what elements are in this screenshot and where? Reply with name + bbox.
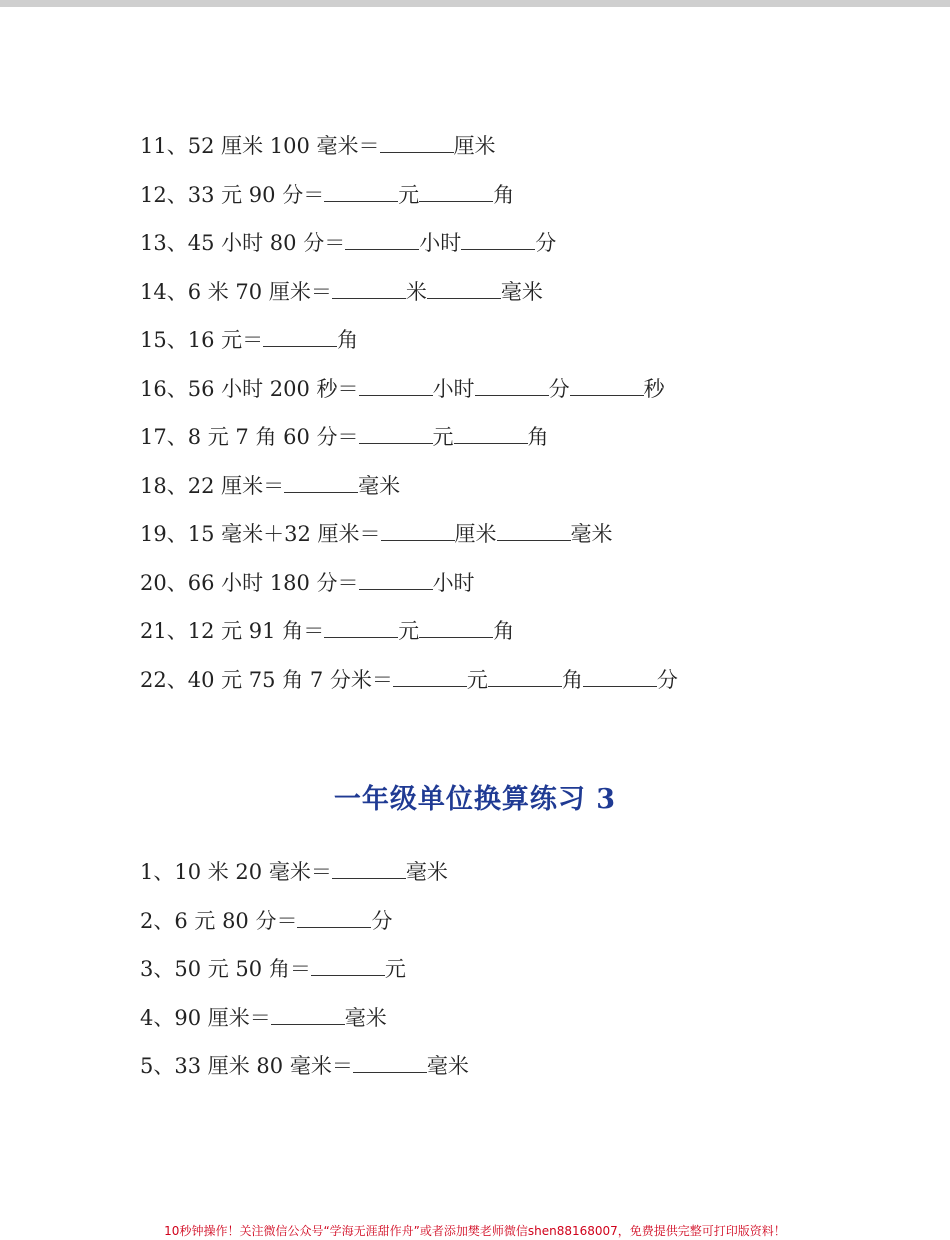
answer-blank xyxy=(381,522,455,541)
problem-item xyxy=(140,419,678,468)
problem-expression: 2、6 元 80 分＝ xyxy=(140,908,298,933)
answer-blank xyxy=(332,860,406,879)
unit-label: 小时 xyxy=(432,570,475,595)
answer-blank xyxy=(271,1006,345,1025)
unit-label: 分 xyxy=(656,667,678,692)
unit-label: 角 xyxy=(337,328,359,352)
answer-blank xyxy=(324,619,398,638)
unit-label: 分 xyxy=(548,376,570,401)
problem-expression: 15、16 元＝ xyxy=(140,328,264,352)
unit-label: 分 xyxy=(535,231,557,255)
footer-promo-note: 10秒钟操作！关注微信公众号“学海无涯甜作舟”或者添加樊老师微信shen88168007，免费提供完整可打印版资料！ xyxy=(164,1224,786,1238)
problem-list-practice-3 xyxy=(140,854,469,1097)
unit-label: 元 xyxy=(466,667,488,692)
answer-blank xyxy=(345,231,419,250)
unit-label: 毫米 xyxy=(570,522,613,546)
answer-blank xyxy=(393,668,467,687)
problem-item xyxy=(140,468,678,517)
unit-label: 小时 xyxy=(432,376,475,401)
unit-label: 小时 xyxy=(419,231,462,255)
answer-blank xyxy=(332,280,406,299)
problem-item xyxy=(140,322,678,371)
answer-blank xyxy=(419,619,493,638)
answer-blank xyxy=(284,474,358,493)
answer-blank xyxy=(454,425,528,444)
unit-label: 毫米 xyxy=(344,1005,387,1030)
unit-label: 毫米 xyxy=(500,279,543,304)
answer-blank xyxy=(380,134,454,153)
unit-label: 角 xyxy=(527,425,549,449)
problem-item xyxy=(140,1000,469,1049)
answer-blank xyxy=(311,957,385,976)
problem-item xyxy=(140,128,678,177)
problem-item xyxy=(140,951,469,1000)
unit-label: 厘米 xyxy=(453,134,496,158)
answer-blank xyxy=(263,328,337,347)
unit-label: 秒 xyxy=(643,376,665,401)
unit-label: 毫米 xyxy=(426,1054,469,1078)
problem-expression: 1、10 米 20 毫米＝ xyxy=(140,860,332,884)
answer-blank xyxy=(419,183,493,202)
problem-expression: 18、22 厘米＝ xyxy=(140,473,285,498)
answer-blank xyxy=(427,280,501,299)
problem-expression: 14、6 米 70 厘米＝ xyxy=(140,279,332,304)
answer-blank xyxy=(497,522,571,541)
answer-blank xyxy=(353,1054,427,1073)
unit-label: 分 xyxy=(371,908,393,933)
answer-blank xyxy=(461,231,535,250)
problem-item xyxy=(140,1048,469,1097)
unit-label: 角 xyxy=(493,619,515,643)
top-border-rule xyxy=(0,0,950,7)
answer-blank xyxy=(583,668,657,687)
problem-expression: 13、45 小时 80 分＝ xyxy=(140,231,346,255)
unit-label: 元 xyxy=(384,957,406,981)
problem-expression: 21、12 元 91 角＝ xyxy=(140,619,325,643)
problem-item xyxy=(140,225,678,274)
problem-list-continued xyxy=(140,128,678,710)
problem-expression: 5、33 厘米 80 毫米＝ xyxy=(140,1054,353,1078)
problem-expression: 22、40 元 75 角 7 分米＝ xyxy=(140,667,393,692)
answer-blank xyxy=(359,425,433,444)
problem-expression: 16、56 小时 200 秒＝ xyxy=(140,376,359,401)
unit-label: 角 xyxy=(561,667,583,692)
problem-item xyxy=(140,274,678,323)
unit-label: 元 xyxy=(398,619,420,643)
problem-item xyxy=(140,662,678,711)
problem-item xyxy=(140,516,678,565)
problem-expression: 12、33 元 90 分＝ xyxy=(140,182,325,207)
problem-item xyxy=(140,565,678,614)
unit-label: 毫米 xyxy=(358,473,401,498)
unit-label: 厘米 xyxy=(454,522,497,546)
unit-label: 元 xyxy=(432,425,454,449)
answer-blank xyxy=(488,668,562,687)
answer-blank xyxy=(570,377,644,396)
unit-label: 元 xyxy=(398,182,420,207)
problem-expression: 4、90 厘米＝ xyxy=(140,1005,271,1030)
problem-expression: 20、66 小时 180 分＝ xyxy=(140,570,359,595)
unit-label: 毫米 xyxy=(405,860,448,884)
section-title: 一年级单位换算练习 3 xyxy=(333,784,617,816)
problem-item xyxy=(140,613,678,662)
answer-blank xyxy=(359,571,433,590)
problem-expression: 17、8 元 7 角 60 分＝ xyxy=(140,425,359,449)
unit-label: 米 xyxy=(405,279,427,304)
problem-expression: 11、52 厘米 100 毫米＝ xyxy=(140,134,380,158)
problem-item xyxy=(140,177,678,226)
problem-expression: 19、15 毫米＋32 厘米＝ xyxy=(140,522,381,546)
problem-item xyxy=(140,371,678,420)
unit-label: 角 xyxy=(493,182,515,207)
problem-item xyxy=(140,854,469,903)
problem-item xyxy=(140,903,469,952)
answer-blank xyxy=(324,183,398,202)
problem-expression: 3、50 元 50 角＝ xyxy=(140,957,311,981)
answer-blank xyxy=(475,377,549,396)
answer-blank xyxy=(359,377,433,396)
answer-blank xyxy=(297,909,371,928)
